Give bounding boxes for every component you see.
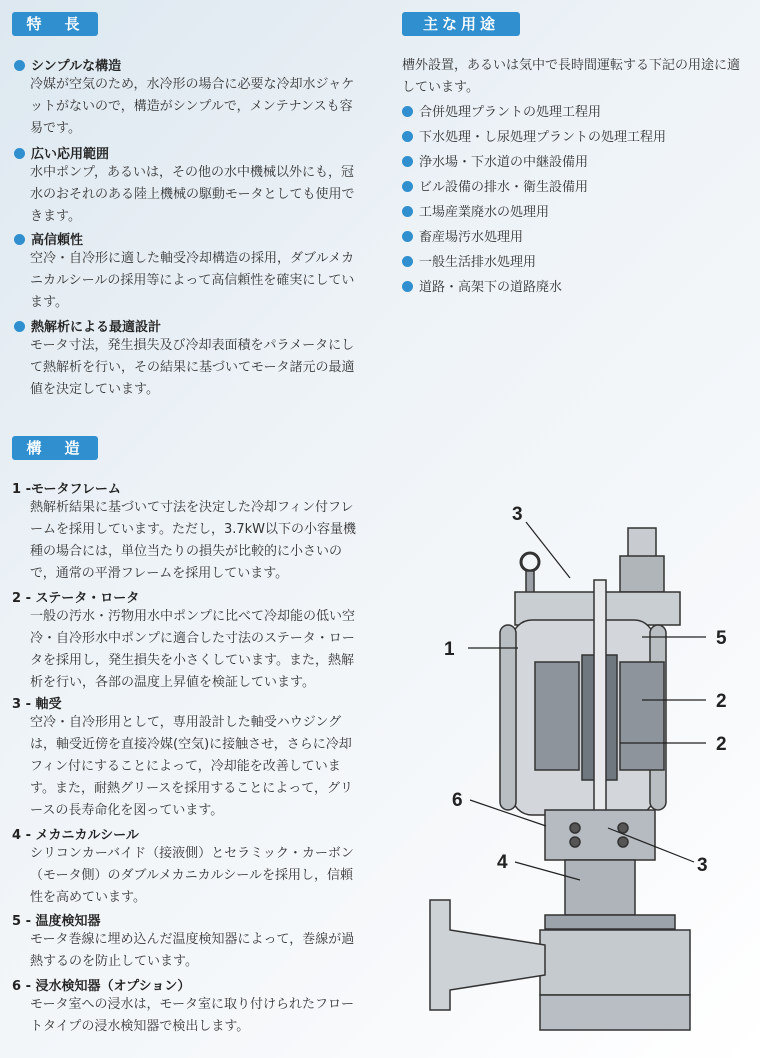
callout-3-bottom: 3 xyxy=(697,855,708,876)
callout-6: 6 xyxy=(452,790,463,811)
feature-title: シンプルな構造 xyxy=(14,55,121,74)
bullet-dot-icon xyxy=(402,231,413,242)
structure-item-body: モータ巻線に埋め込んだ温度検知器によって，巻線が過熱するのを防止しています。 xyxy=(30,932,355,969)
callout-4: 4 xyxy=(497,852,508,873)
structure-item-title: 6 - 浸水検知器（オプション） xyxy=(12,979,191,994)
callout-3-top: 3 xyxy=(512,504,523,525)
structure-item-body: 一般の汚水・汚物用水中ポンプに比べて冷却能の低い空冷・自冷形水中ポンプに適合した寸法のステータ・ロータを採用し，発生損失を小さくしています。また，熱解析を行い，各部の温度上昇値を検証しています。 xyxy=(30,609,356,690)
use-item: 畜産場汚水処理用 xyxy=(402,226,523,245)
use-item: 道路・高架下の道路廃水 xyxy=(402,276,562,295)
callout-5: 5 xyxy=(716,628,727,649)
bullet-dot-icon xyxy=(402,131,413,142)
bullet-dot-icon xyxy=(402,256,413,267)
bullet-dot-icon xyxy=(14,321,25,332)
callout-2-upper: 2 xyxy=(716,691,727,712)
bullet-dot-icon xyxy=(14,148,25,159)
use-item: 合併処理プラントの処理工程用 xyxy=(402,101,601,120)
feature-body: 水中ポンプ，あるいは，その他の水中機械以外にも，冠水のおそれのある陸上機械の駆動モータとしても使用できます。 xyxy=(30,165,355,224)
feature-body: 冷媒が空気のため，水冷形の場合に必要な冷却水ジャケットがないので，構造がシンプルで，メンテナンスも容易です。 xyxy=(30,77,355,136)
uses-intro: 槽外設置，あるいは気中で長時間運転する下記の用途に適しています。 xyxy=(402,58,741,95)
structure-item-body: 熱解析結果に基づいて寸法を決定した冷却フィン付フレームを採用しています。ただし，3.7kW以下の小容量機種の場合には，単位当たりの損失が比較的に小さいので，通常の平滑フレームを採用しています。 xyxy=(30,500,357,581)
structure-item-title: 1 -モータフレーム xyxy=(12,482,121,497)
structure-item-body: モータ室への浸水は，モータ室に取り付けられたフロートタイプの浸水検知器で検出します。 xyxy=(30,997,354,1034)
structure-heading: 構 造 xyxy=(12,436,98,460)
feature-body: 空冷・自冷形に適した軸受冷却構造の採用，ダブルメカニカルシールの採用等によって高信頼性を確実にしています。 xyxy=(30,251,355,310)
callout-2-lower: 2 xyxy=(716,734,727,755)
structure-item-body: 空冷・自冷形用として，専用設計した軸受ハウジングは，軸受近傍を直接冷媒(空気)に接触させ，さらに冷却フィン付にすることによって，冷却能を改善しています。また，耐熱グリースを採用することによって，グリースの長寿命化を図っています。 xyxy=(30,715,354,818)
bullet-dot-icon xyxy=(14,234,25,245)
structure-item-title: 4 - メカニカルシール xyxy=(12,828,139,843)
features-heading: 特 長 xyxy=(12,12,98,36)
pump-body-illustration xyxy=(430,528,690,1030)
use-item: 工場産業廃水の処理用 xyxy=(402,201,549,220)
callout-1: 1 xyxy=(444,639,455,660)
uses-heading: 主な用途 xyxy=(402,12,520,36)
bullet-dot-icon xyxy=(402,156,413,167)
use-item: 下水処理・し尿処理プラントの処理工程用 xyxy=(402,126,666,145)
feature-body: モータ寸法，発生損失及び冷却表面積をパラメータにして熱解析を行い，その結果に基づいてモータ諸元の最適値を決定しています。 xyxy=(30,338,355,397)
bullet-dot-icon xyxy=(402,181,413,192)
structure-item-title: 5 - 温度検知器 xyxy=(12,914,101,929)
pump-cross-section-diagram xyxy=(428,498,758,1046)
use-item: 一般生活排水処理用 xyxy=(402,251,536,270)
feature-title: 広い応用範囲 xyxy=(14,143,109,162)
bullet-dot-icon xyxy=(402,281,413,292)
bullet-dot-icon xyxy=(14,60,25,71)
feature-title: 熱解析による最適設計 xyxy=(14,316,161,335)
structure-item-body: シリコンカーバイド（接液側）とセラミック・カーボン（モータ側）のダブルメカニカルシールを採用し，信頼性を高めています。 xyxy=(30,846,354,905)
bullet-dot-icon xyxy=(402,106,413,117)
bullet-dot-icon xyxy=(402,206,413,217)
use-item: 浄水場・下水道の中継設備用 xyxy=(402,151,588,170)
feature-title: 高信頼性 xyxy=(14,229,83,248)
structure-item-title: 2 - ステータ・ロータ xyxy=(12,591,140,606)
use-item: ビル設備の排水・衛生設備用 xyxy=(402,176,588,195)
structure-item-title: 3 - 軸受 xyxy=(12,697,62,712)
